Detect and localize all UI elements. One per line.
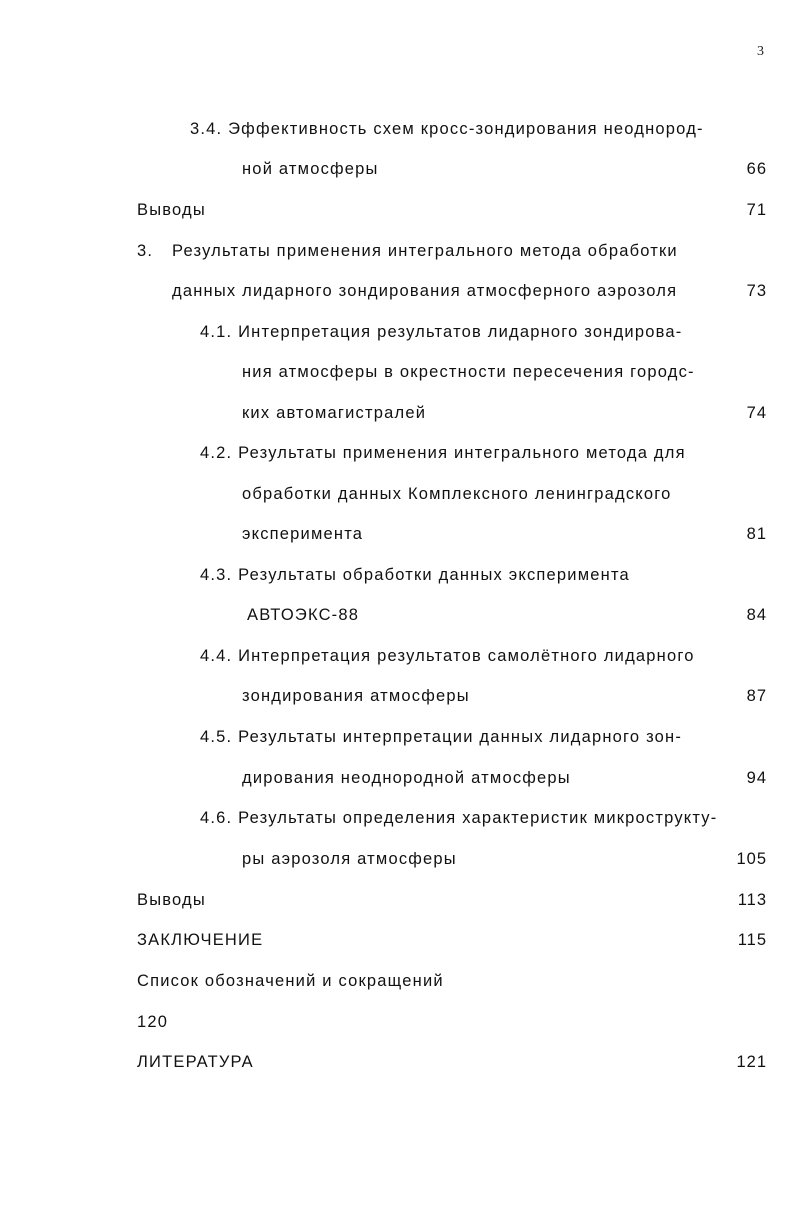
toc-entry-number: 4.5.: [200, 728, 233, 746]
toc-entry-text: эксперимента: [242, 525, 364, 543]
toc-entry-text: АВТОЭКС-88: [247, 606, 360, 624]
toc-entry-4-5-line1: [200, 727, 682, 747]
toc-page-number: 94: [746, 769, 767, 787]
toc-entry-4-4-line1: [200, 646, 695, 666]
toc-entry-text: Интерпретация результатов лидарного зондирова-: [238, 323, 683, 341]
toc-entry-text: зондирования атмосферы: [242, 687, 470, 705]
toc-entry-text: ния атмосферы в окрестности пересечения городс-: [242, 363, 695, 381]
toc-page-number: 105: [736, 850, 767, 868]
toc-entry-4-1-line1: [200, 322, 682, 342]
toc-entry-text: Эффективность схем кросс-зондирования неоднород-: [228, 120, 704, 138]
toc-page-number: 87: [746, 687, 767, 705]
toc-entry-text: ры аэрозоля атмосферы: [242, 850, 457, 868]
toc-entry-text: Список обозначений и сокращений: [137, 972, 444, 990]
toc-page-number: 81: [746, 525, 767, 543]
toc-entry-text: дирования неоднородной атмосферы: [242, 769, 571, 787]
toc-page-number: 84: [746, 606, 767, 624]
toc-entry-text: Результаты интерпретации данных лидарного зон-: [238, 728, 683, 746]
toc-entry-number: 3.4.: [190, 120, 223, 138]
toc-entry-text: Интерпретация результатов самолётного лидарного: [238, 647, 695, 665]
toc-entry-text: Результаты применения интегрального метода обработки: [172, 242, 678, 260]
toc-entry-number: 4.6.: [200, 809, 233, 827]
toc-entry-3-4-line1: [190, 119, 704, 139]
toc-entry-number: 4.4.: [200, 647, 233, 665]
toc-entry-4-3-line1: [200, 565, 630, 585]
toc-entry-4-2-line1: [200, 443, 686, 463]
toc-entry-text: обработки данных Комплексного ленинградского: [242, 485, 672, 503]
toc-entry-text: ких автомагистралей: [242, 404, 427, 422]
toc-entry-text: данных лидарного зондирования атмосферного аэрозоля: [172, 282, 678, 300]
toc-page-number: 113: [737, 891, 767, 909]
page-number: 3: [757, 44, 764, 59]
toc-entry-text: Результаты применения интегрального метода для: [238, 444, 686, 462]
toc-entry-text: Результаты обработки данных эксперимента: [238, 566, 630, 584]
toc-page-number: 115: [737, 931, 767, 949]
toc-entry-text: ной атмосферы: [242, 160, 379, 178]
toc-page-number: 121: [736, 1053, 767, 1071]
toc-page-number: 120: [137, 1013, 169, 1031]
toc-entry-text: Выводы: [137, 891, 206, 909]
toc-entry-number: 4.1.: [200, 323, 233, 341]
toc-entry-text: ЛИТЕРАТУРА: [137, 1053, 254, 1071]
toc-page-number: 73: [746, 282, 767, 300]
toc-page-number: 66: [746, 160, 767, 178]
toc-entry-4-6-line1: [200, 808, 717, 828]
toc-entry-text: ЗАКЛЮЧЕНИЕ: [137, 931, 264, 949]
toc-entry-number: 4.3.: [200, 566, 233, 584]
toc-entry-number: 4.2.: [200, 444, 233, 462]
toc-entry-text: Выводы: [137, 201, 206, 219]
toc-page-number: 71: [746, 201, 767, 219]
toc-entry-text: Результаты определения характеристик микрострукту-: [238, 809, 718, 827]
toc-entry-number: 3.: [137, 242, 154, 260]
toc-page-number: 74: [746, 404, 767, 422]
